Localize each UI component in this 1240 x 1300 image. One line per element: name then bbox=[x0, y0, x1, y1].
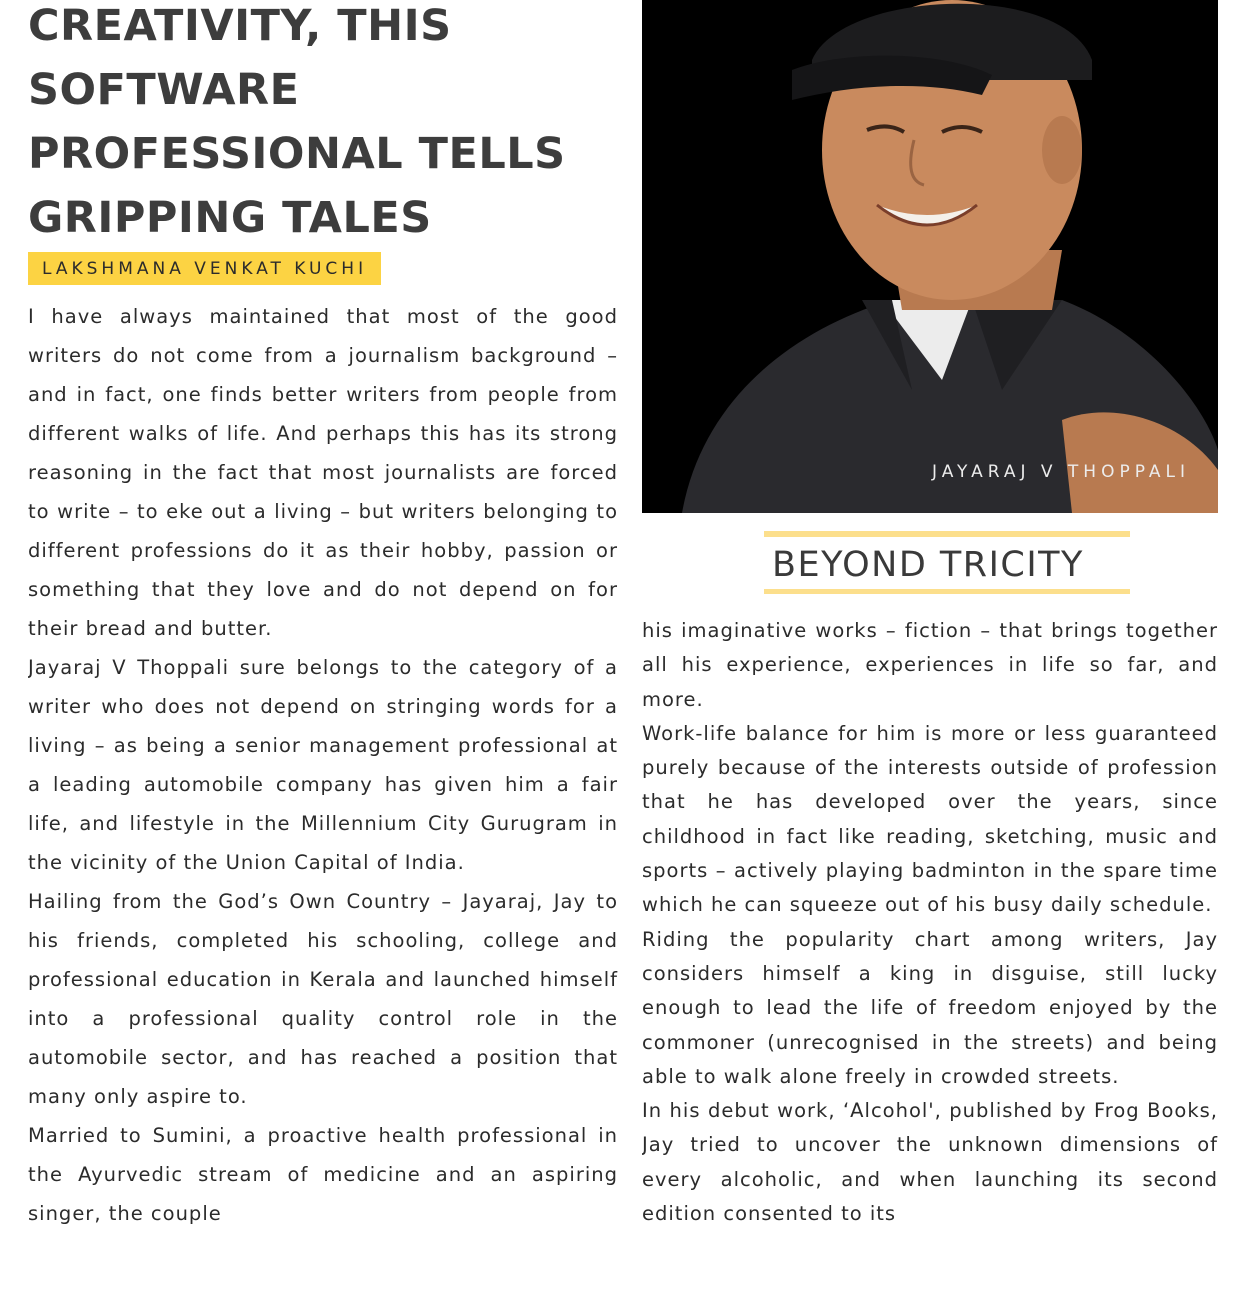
paragraph: Riding the popularity chart among writers, Jay considers himself a king in disguise, still lucky enough to lead the life of freedom enjoyed by the commoner (unrecognised in the streets) and being able to walk alone freely in crowded streets. bbox=[642, 927, 1218, 1088]
paragraph: In his debut work, ‘Alcohol', published by Frog Books, Jay tried to uncover the unknown dimensions of every alcoholic, and when launching its second edition consented to its bbox=[642, 1099, 1218, 1226]
author-byline: LAKSHMANA VENKAT KUCHI bbox=[28, 252, 381, 285]
section-heading-wrap bbox=[642, 513, 1218, 623]
right-column bbox=[642, 0, 1218, 1300]
left-body-text bbox=[28, 297, 618, 1233]
headline-line: SOFTWARE bbox=[28, 65, 300, 115]
paragraph: Married to Sumini, a proactive health professional in the Ayurvedic stream of medicine and an aspiring singer, the couple bbox=[28, 1124, 618, 1225]
photo-caption: JAYARAJ V THOPPALI bbox=[932, 462, 1190, 482]
portrait-illustration bbox=[642, 0, 1218, 513]
left-column bbox=[28, 0, 618, 1300]
paragraph: I have always maintained that most of the good writers do not come from a journalism background – and in fact, one finds better writers from people from different walks of life. And perhaps this has its strong reasoning in the fact that most journalists are forced to write – to eke out a living – but writers belonging to different professions do it as their hobby, passion or something that they love and do not depend on for their bread and butter. bbox=[28, 305, 618, 640]
article-headline bbox=[28, 0, 618, 250]
author-photo bbox=[642, 0, 1218, 513]
paragraph: his imaginative works – fiction – that brings together all his experience, experiences in life so far, and more. bbox=[642, 619, 1218, 711]
section-heading: BEYOND TRICITY bbox=[764, 531, 1130, 594]
right-body-text bbox=[642, 614, 1218, 1231]
headline-line: PROFESSIONAL TELLS bbox=[28, 129, 566, 179]
headline-line: GRIPPING TALES bbox=[28, 193, 432, 243]
paragraph: Work-life balance for him is more or less guaranteed purely because of the interests outside of profession that he has developed over the years, since childhood in fact like reading, sketching, music and sports – actively playing badminton in the spare time which he can squeeze out of his busy daily schedule. bbox=[642, 721, 1218, 917]
paragraph: Hailing from the God’s Own Country – Jayaraj, Jay to his friends, completed his schooling, college and professional education in Kerala and launched himself into a professional quality control role in the automobile sector, and has reached a position that many only aspire to. bbox=[28, 890, 618, 1108]
headline-line: CREATIVITY, THIS bbox=[28, 1, 452, 51]
paragraph: Jayaraj V Thoppali sure belongs to the category of a writer who does not depend on stringing words for a living – as being a senior management professional at a leading automobile company has given him a fair life, and lifestyle in the Millennium City Gurugram in the vicinity of the Union Capital of India. bbox=[28, 656, 618, 874]
